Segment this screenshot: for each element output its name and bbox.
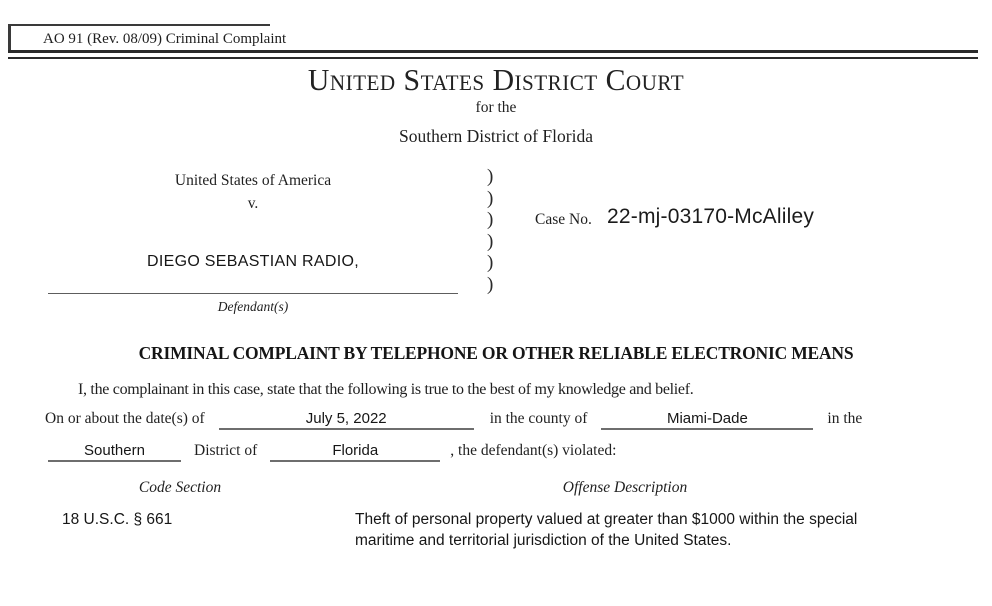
defendant-name: DIEGO SEBASTIAN RADIO, [147, 253, 359, 270]
date-line-suffix: in the [827, 410, 863, 427]
court-district: Southern District of Florida [399, 126, 593, 146]
versus-label: v. [247, 195, 259, 212]
closing-paren: ) [487, 230, 494, 252]
district-field: Southern [48, 442, 181, 462]
court-title: United States District Court [307, 62, 685, 97]
court-subtitle: for the [475, 99, 517, 116]
district-line-suffix: , the defendant(s) violated: [450, 442, 617, 459]
complaint-title: CRIMINAL COMPLAINT BY TELEPHONE OR OTHER RELIABLE ELECTRONIC MEANS [138, 343, 854, 363]
state-field: Florida [270, 442, 440, 462]
defendant-label: Defendant(s) [217, 299, 289, 314]
code-section-header: Code Section [138, 479, 222, 496]
offense-date-field: July 5, 2022 [219, 410, 474, 430]
offense-date-line [45, 410, 862, 430]
case-no-value: 22-mj-03170-McAliley [607, 205, 815, 228]
closing-paren: ) [487, 166, 494, 187]
district-label: District of [194, 442, 258, 459]
offense-description-value: Theft of personal property valued at greater than $1000 within the special maritime and territorial jurisdiction of the United States. [355, 511, 858, 549]
form-number-label: AO 91 (Rev. 08/09) Criminal Complaint [43, 31, 287, 47]
complainant-statement: I, the complainant in this case, state that the following is true to the best of my knowledge and belief. [78, 381, 694, 398]
case-no-label: Case No. [535, 211, 592, 228]
county-label: in the county of [489, 410, 588, 427]
closing-paren: ) [487, 187, 494, 209]
caption-paren-column [487, 166, 493, 295]
form-number-box [8, 24, 287, 51]
closing-paren: ) [487, 209, 494, 230]
district-line [48, 442, 616, 462]
offense-description-header: Offense Description [562, 479, 688, 496]
plaintiff-name: United States of America [174, 172, 332, 189]
county-field: Miami-Dade [601, 410, 813, 430]
closing-paren: ) [487, 273, 494, 295]
code-section-value: 18 U.S.C. § 661 [62, 511, 173, 528]
closing-paren: ) [487, 252, 494, 273]
date-line-prefix: On or about the date(s) of [45, 410, 205, 427]
defendant-underline [48, 293, 458, 294]
header-double-rule [8, 50, 978, 59]
